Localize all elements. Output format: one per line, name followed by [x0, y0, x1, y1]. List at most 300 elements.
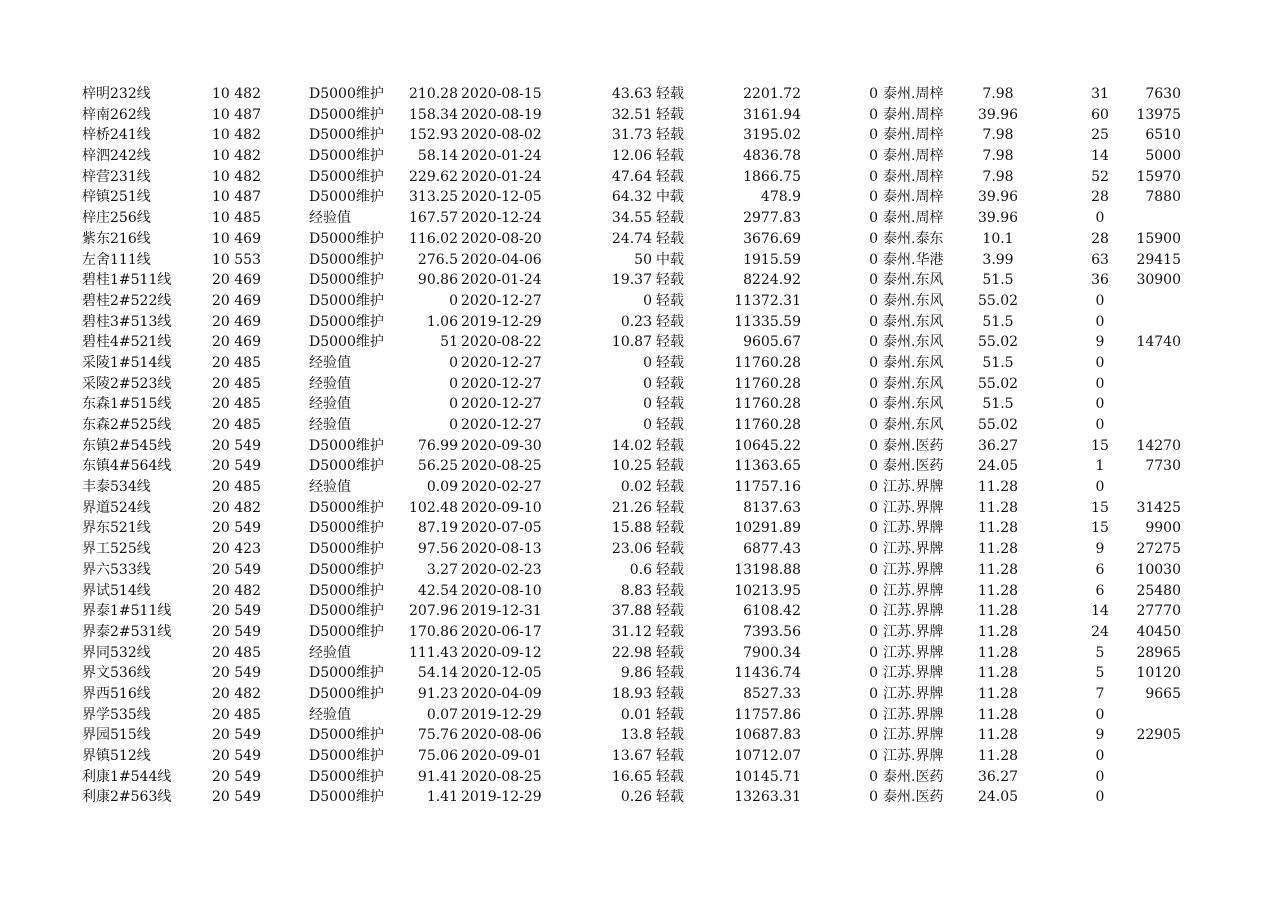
cell-line-name: 界文536线: [82, 665, 151, 682]
cell-count: 0: [1095, 210, 1105, 227]
cell-current: 75.06: [417, 748, 458, 764]
cell-source: 经验值: [309, 396, 351, 413]
cell-line-name: 梓明232线: [82, 86, 151, 102]
cell-capacity: 11.28: [977, 706, 1019, 723]
cell-capacity: 11.28: [977, 479, 1019, 496]
cell-voltage-code: 20 549: [212, 727, 261, 744]
cell-date: 2020-04-09: [461, 685, 542, 702]
cell-load-level: 轻载: [656, 727, 684, 744]
cell-margin: 11760.28: [734, 396, 801, 413]
cell-current: 58.14: [417, 148, 458, 165]
cell-line-name: 界工525线: [82, 541, 151, 558]
cell-voltage-code: 20 549: [212, 623, 261, 640]
cell-load-level: 轻载: [656, 148, 684, 165]
cell-margin: 10291.89: [734, 520, 801, 537]
cell-amount: 29415: [1136, 251, 1181, 268]
cell-current: 167.57: [409, 210, 458, 227]
cell-date: 2020-08-06: [461, 727, 542, 744]
cell-source: 经验值: [309, 479, 351, 496]
cell-load-level: 轻载: [656, 623, 684, 640]
table-row: [0, 498, 1286, 519]
cell-load-rate: 16.65: [611, 768, 652, 785]
cell-date: 2020-01-24: [461, 168, 542, 185]
cell-source: D5000维护: [309, 541, 384, 558]
cell-zero-col: 0: [869, 561, 878, 578]
cell-load-rate: 0: [643, 417, 652, 433]
cell-line-name: 梓泗242线: [82, 148, 151, 165]
cell-capacity: 3.99: [982, 251, 1014, 268]
cell-source: D5000维护: [309, 272, 384, 289]
cell-source: D5000维护: [309, 748, 384, 764]
cell-count: 9: [1095, 727, 1105, 744]
cell-amount: 9665: [1145, 685, 1181, 702]
cell-current: 0: [449, 354, 458, 371]
cell-load-rate: 0.02: [620, 479, 652, 496]
cell-voltage-code: 20 549: [212, 768, 261, 785]
cell-current: 0.07: [426, 706, 458, 723]
cell-source: D5000维护: [309, 561, 384, 578]
cell-source: D5000维护: [309, 127, 384, 144]
cell-source: D5000维护: [309, 86, 384, 102]
cell-margin: 3161.94: [743, 106, 801, 123]
cell-current: 54.14: [417, 665, 458, 682]
cell-load-rate: 13.8: [620, 727, 652, 744]
cell-current: 0: [449, 396, 458, 413]
cell-count: 6: [1095, 582, 1105, 599]
cell-load-rate: 22.98: [611, 644, 652, 661]
cell-amount: 25480: [1136, 582, 1181, 599]
cell-date: 2020-07-05: [461, 520, 542, 537]
cell-current: 116.02: [409, 230, 458, 247]
cell-amount: 7630: [1145, 86, 1181, 102]
cell-date: 2020-08-13: [461, 541, 542, 558]
cell-count: 25: [1091, 127, 1109, 144]
cell-substation: 江苏.界牌: [883, 685, 944, 702]
cell-line-name: 界西516线: [82, 685, 151, 702]
cell-substation: 泰州.周梓: [883, 210, 944, 227]
cell-zero-col: 0: [869, 127, 878, 144]
cell-amount: 15970: [1136, 168, 1181, 185]
cell-voltage-code: 10 482: [212, 148, 261, 165]
cell-load-level: 轻载: [656, 561, 684, 578]
cell-capacity: 11.28: [977, 520, 1019, 537]
table-row: [0, 250, 1286, 271]
cell-source: D5000维护: [309, 665, 384, 682]
cell-count: 60: [1091, 106, 1109, 123]
cell-count: 36: [1091, 272, 1109, 289]
cell-margin: 10712.07: [734, 748, 801, 764]
cell-date: 2020-12-27: [461, 396, 542, 413]
cell-source: 经验值: [309, 375, 351, 392]
cell-count: 0: [1095, 417, 1105, 433]
cell-date: 2020-09-30: [461, 437, 542, 454]
cell-line-name: 紫东216线: [82, 230, 151, 247]
cell-line-name: 界同532线: [82, 644, 151, 661]
cell-load-level: 轻载: [656, 127, 684, 144]
cell-date: 2019-12-31: [461, 603, 542, 620]
cell-count: 5: [1095, 644, 1105, 661]
cell-line-name: 东森1#515线: [82, 396, 172, 413]
cell-margin: 1866.75: [743, 168, 801, 185]
cell-line-name: 界泰1#511线: [82, 603, 172, 620]
cell-margin: 11372.31: [734, 292, 801, 309]
cell-voltage-code: 20 549: [212, 561, 261, 578]
cell-amount: 5000: [1145, 148, 1181, 165]
cell-count: 0: [1095, 789, 1105, 806]
cell-load-level: 轻载: [656, 334, 684, 351]
cell-line-name: 界六533线: [82, 561, 151, 578]
cell-substation: 泰州.周梓: [883, 189, 944, 206]
cell-capacity: 11.28: [977, 727, 1019, 744]
cell-substation: 江苏.界牌: [883, 706, 944, 723]
cell-substation: 江苏.界牌: [883, 520, 944, 537]
cell-margin: 4836.78: [743, 148, 801, 165]
table-row: [0, 208, 1286, 229]
cell-zero-col: 0: [869, 148, 878, 165]
cell-date: 2020-12-27: [461, 375, 542, 392]
cell-capacity: 36.27: [977, 768, 1019, 785]
cell-source: D5000维护: [309, 582, 384, 599]
cell-load-level: 轻载: [656, 106, 684, 123]
cell-load-rate: 34.55: [611, 210, 652, 227]
cell-margin: 3195.02: [743, 127, 801, 144]
table-row: [0, 229, 1286, 250]
cell-voltage-code: 10 487: [212, 106, 261, 123]
cell-load-level: 轻载: [656, 210, 684, 227]
cell-line-name: 碧桂1#511线: [82, 272, 172, 289]
spreadsheet-table: [0, 84, 1286, 808]
cell-margin: 13263.31: [734, 789, 801, 806]
cell-load-level: 轻载: [656, 292, 684, 309]
cell-voltage-code: 10 487: [212, 189, 261, 206]
table-row: [0, 436, 1286, 457]
cell-count: 15: [1091, 520, 1109, 537]
cell-load-rate: 15.88: [611, 520, 652, 537]
cell-date: 2020-01-24: [461, 272, 542, 289]
cell-date: 2020-04-06: [461, 251, 542, 268]
cell-substation: 泰州.医药: [883, 437, 944, 454]
cell-current: 0: [449, 375, 458, 392]
cell-voltage-code: 20 549: [212, 437, 261, 454]
cell-count: 31: [1091, 86, 1109, 102]
cell-load-level: 轻载: [656, 396, 684, 413]
table-row: [0, 84, 1286, 105]
cell-source: D5000维护: [309, 230, 384, 247]
cell-capacity: 7.98: [982, 148, 1014, 165]
cell-amount: 27770: [1136, 603, 1181, 620]
cell-substation: 泰州.周梓: [883, 168, 944, 185]
cell-margin: 2977.83: [743, 210, 801, 227]
cell-load-rate: 32.51: [611, 106, 652, 123]
cell-count: 24: [1091, 623, 1109, 640]
cell-substation: 泰州.东风: [883, 313, 944, 330]
cell-count: 1: [1095, 458, 1105, 475]
cell-line-name: 碧桂4#521线: [82, 334, 172, 351]
cell-zero-col: 0: [869, 499, 878, 516]
cell-capacity: 24.05: [977, 458, 1019, 475]
cell-amount: 27275: [1136, 541, 1181, 558]
cell-date: 2020-09-01: [461, 748, 542, 764]
cell-date: 2020-08-20: [461, 230, 542, 247]
table-row: [0, 663, 1286, 684]
cell-substation: 泰州.东风: [883, 272, 944, 289]
cell-load-rate: 43.63: [611, 86, 652, 102]
cell-date: 2019-12-29: [461, 789, 542, 806]
cell-line-name: 界学535线: [82, 706, 151, 723]
cell-voltage-code: 20 485: [212, 396, 261, 413]
cell-source: 经验值: [309, 417, 351, 433]
cell-date: 2020-08-25: [461, 768, 542, 785]
cell-source: D5000维护: [309, 251, 384, 268]
cell-source: D5000维护: [309, 499, 384, 516]
cell-line-name: 东森2#525线: [82, 417, 172, 433]
cell-capacity: 36.27: [977, 437, 1019, 454]
cell-source: D5000维护: [309, 727, 384, 744]
cell-line-name: 界泰2#531线: [82, 623, 172, 640]
cell-substation: 泰州.华港: [883, 251, 944, 268]
cell-voltage-code: 20 549: [212, 520, 261, 537]
cell-count: 0: [1095, 313, 1105, 330]
cell-line-name: 界道524线: [82, 499, 151, 516]
cell-substation: 泰州.周梓: [883, 106, 944, 123]
cell-margin: 10687.83: [734, 727, 801, 744]
table-row: [0, 415, 1286, 436]
cell-margin: 10213.95: [734, 582, 801, 599]
cell-line-name: 界镇512线: [82, 748, 151, 764]
cell-load-rate: 0: [643, 292, 652, 309]
cell-voltage-code: 20 549: [212, 748, 261, 764]
cell-margin: 6877.43: [743, 541, 801, 558]
cell-load-rate: 8.83: [620, 582, 652, 599]
cell-date: 2019-12-29: [461, 706, 542, 723]
cell-source: D5000维护: [309, 458, 384, 475]
cell-capacity: 11.28: [977, 685, 1019, 702]
cell-voltage-code: 20 423: [212, 541, 261, 558]
cell-current: 229.62: [409, 168, 458, 185]
cell-current: 276.5: [417, 251, 458, 268]
cell-load-rate: 0.6: [629, 561, 652, 578]
cell-source: 经验值: [309, 644, 351, 661]
table-row: [0, 456, 1286, 477]
cell-line-name: 碧桂2#522线: [82, 292, 172, 309]
cell-count: 7: [1095, 685, 1105, 702]
cell-voltage-code: 10 482: [212, 86, 261, 102]
table-row: [0, 581, 1286, 602]
cell-source: 经验值: [309, 354, 351, 371]
cell-count: 28: [1091, 189, 1109, 206]
cell-margin: 11760.28: [734, 354, 801, 371]
cell-load-rate: 19.37: [611, 272, 652, 289]
cell-count: 28: [1091, 230, 1109, 247]
cell-load-level: 轻载: [656, 375, 684, 392]
cell-load-level: 轻载: [656, 168, 684, 185]
cell-zero-col: 0: [869, 665, 878, 682]
cell-zero-col: 0: [869, 458, 878, 475]
cell-source: D5000维护: [309, 437, 384, 454]
cell-date: 2020-08-15: [461, 86, 542, 102]
cell-margin: 10645.22: [734, 437, 801, 454]
cell-zero-col: 0: [869, 189, 878, 206]
cell-load-level: 轻载: [656, 230, 684, 247]
cell-margin: 3676.69: [743, 230, 801, 247]
cell-line-name: 东镇2#545线: [82, 437, 172, 454]
cell-zero-col: 0: [869, 106, 878, 123]
cell-voltage-code: 20 549: [212, 789, 261, 806]
cell-load-level: 轻载: [656, 665, 684, 682]
cell-load-level: 轻载: [656, 458, 684, 475]
cell-margin: 8527.33: [743, 685, 801, 702]
cell-load-level: 轻载: [656, 313, 684, 330]
cell-count: 63: [1091, 251, 1109, 268]
cell-substation: 泰州.东风: [883, 354, 944, 371]
cell-margin: 7900.34: [743, 644, 801, 661]
cell-substation: 江苏.界牌: [883, 479, 944, 496]
cell-voltage-code: 10 553: [212, 251, 261, 268]
cell-load-rate: 14.02: [611, 437, 652, 454]
cell-load-rate: 0.01: [620, 706, 652, 723]
cell-voltage-code: 20 482: [212, 499, 261, 516]
table-row: [0, 270, 1286, 291]
cell-amount: 14270: [1136, 437, 1181, 454]
cell-current: 170.86: [409, 623, 458, 640]
cell-amount: 28965: [1136, 644, 1181, 661]
cell-substation: 泰州.东风: [883, 334, 944, 351]
cell-count: 52: [1091, 168, 1109, 185]
cell-current: 0.09: [426, 479, 458, 496]
cell-current: 51: [440, 334, 458, 351]
cell-source: D5000维护: [309, 334, 384, 351]
cell-current: 42.54: [417, 582, 458, 599]
cell-current: 313.25: [409, 189, 458, 206]
cell-count: 9: [1095, 334, 1105, 351]
cell-voltage-code: 10 485: [212, 210, 261, 227]
cell-voltage-code: 20 485: [212, 479, 261, 496]
cell-amount: 13975: [1136, 106, 1181, 123]
cell-margin: 11757.16: [734, 479, 801, 496]
table-row: [0, 684, 1286, 705]
cell-load-rate: 10.87: [611, 334, 652, 351]
cell-count: 5: [1095, 665, 1105, 682]
cell-line-name: 东镇4#564线: [82, 458, 172, 475]
cell-load-rate: 10.25: [611, 458, 652, 475]
cell-load-rate: 0.26: [620, 789, 652, 806]
cell-load-level: 轻载: [656, 520, 684, 537]
cell-load-level: 轻载: [656, 541, 684, 558]
cell-current: 76.99: [417, 437, 458, 454]
cell-substation: 泰州.周梓: [883, 148, 944, 165]
cell-load-level: 轻载: [656, 706, 684, 723]
table-row: [0, 622, 1286, 643]
cell-source: D5000维护: [309, 768, 384, 785]
cell-substation: 泰州.东风: [883, 292, 944, 309]
cell-current: 102.48: [409, 499, 458, 516]
cell-load-rate: 64.32: [611, 189, 652, 206]
cell-zero-col: 0: [869, 396, 878, 413]
cell-capacity: 11.28: [977, 499, 1019, 516]
cell-amount: 31425: [1136, 499, 1181, 516]
cell-line-name: 界试514线: [82, 582, 151, 599]
cell-zero-col: 0: [869, 685, 878, 702]
cell-current: 91.41: [417, 768, 458, 785]
cell-capacity: 11.28: [977, 541, 1019, 558]
cell-date: 2020-09-12: [461, 644, 542, 661]
cell-substation: 泰州.医药: [883, 789, 944, 806]
cell-date: 2020-08-10: [461, 582, 542, 599]
cell-current: 75.76: [417, 727, 458, 744]
cell-date: 2020-02-27: [461, 479, 542, 496]
cell-line-name: 采陵2#523线: [82, 375, 172, 392]
cell-zero-col: 0: [869, 168, 878, 185]
table-row: [0, 601, 1286, 622]
table-row: [0, 312, 1286, 333]
cell-line-name: 梓镇251线: [82, 189, 151, 206]
cell-margin: 13198.88: [734, 561, 801, 578]
cell-load-rate: 47.64: [611, 168, 652, 185]
cell-line-name: 界东521线: [82, 520, 151, 537]
table-row: [0, 560, 1286, 581]
cell-voltage-code: 20 485: [212, 375, 261, 392]
cell-margin: 11760.28: [734, 417, 801, 433]
cell-substation: 泰州.东风: [883, 396, 944, 413]
cell-amount: 10030: [1136, 561, 1181, 578]
cell-amount: 15900: [1136, 230, 1181, 247]
cell-load-level: 轻载: [656, 417, 684, 433]
cell-voltage-code: 20 469: [212, 272, 261, 289]
cell-current: 91.23: [417, 685, 458, 702]
table-row: [0, 167, 1286, 188]
cell-substation: 江苏.界牌: [883, 541, 944, 558]
table-row: [0, 374, 1286, 395]
table-row: [0, 518, 1286, 539]
cell-current: 152.93: [409, 127, 458, 144]
cell-current: 210.28: [409, 86, 458, 102]
cell-load-rate: 0: [643, 375, 652, 392]
cell-count: 0: [1095, 768, 1105, 785]
cell-line-name: 梓南262线: [82, 106, 151, 123]
cell-margin: 11363.65: [734, 458, 801, 475]
cell-date: 2020-12-27: [461, 417, 542, 433]
cell-margin: 478.9: [760, 189, 801, 206]
cell-line-name: 梓桥241线: [82, 127, 151, 144]
cell-substation: 江苏.界牌: [883, 644, 944, 661]
cell-substation: 江苏.界牌: [883, 499, 944, 516]
cell-source: D5000维护: [309, 292, 384, 309]
cell-zero-col: 0: [869, 768, 878, 785]
cell-capacity: 55.02: [977, 292, 1019, 309]
cell-voltage-code: 20 485: [212, 354, 261, 371]
cell-line-name: 采陵1#514线: [82, 354, 172, 371]
cell-date: 2020-08-02: [461, 127, 542, 144]
cell-date: 2020-02-23: [461, 561, 542, 578]
cell-load-rate: 0: [643, 354, 652, 371]
cell-load-rate: 31.73: [611, 127, 652, 144]
table-row: [0, 105, 1286, 126]
cell-zero-col: 0: [869, 541, 878, 558]
cell-load-level: 轻载: [656, 499, 684, 516]
cell-source: D5000维护: [309, 520, 384, 537]
cell-capacity: 11.28: [977, 603, 1019, 620]
cell-capacity: 51.5: [982, 396, 1014, 413]
cell-capacity: 55.02: [977, 334, 1019, 351]
cell-load-level: 轻载: [656, 86, 684, 102]
cell-line-name: 碧桂3#513线: [82, 313, 172, 330]
cell-source: D5000维护: [309, 168, 384, 185]
cell-amount: 40450: [1136, 623, 1181, 640]
cell-voltage-code: 10 482: [212, 168, 261, 185]
cell-load-rate: 31.12: [611, 623, 652, 640]
table-row: [0, 787, 1286, 808]
cell-substation: 江苏.界牌: [883, 603, 944, 620]
